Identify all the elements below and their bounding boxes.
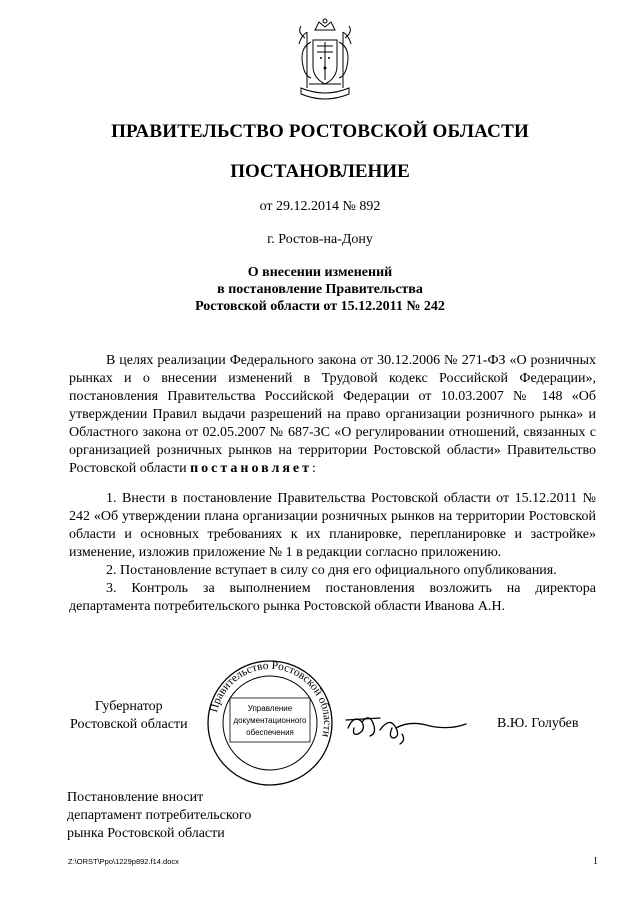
- submission-note: [67, 789, 251, 843]
- document-subject: [0, 264, 640, 315]
- preamble: [69, 352, 596, 478]
- resolves-colon: :: [312, 461, 316, 476]
- preamble-paragraph: [69, 352, 596, 478]
- subject-line-1: О внесении изменений: [247, 265, 393, 280]
- organization-title: ПРАВИТЕЛЬСТВО РОСТОВСКОЙ ОБЛАСТИ: [111, 121, 529, 142]
- resolution-item-1: 1. Внести в постановление Правительства Ростовской области от 15.12.2011 № 242 «Об утверждении плана организации розничных рынков на территории Ростовской области и основных требованиях к их планировке, перепланировке и застройке» изменение, изложив приложение № 1 в редакции согласно приложению.: [69, 491, 596, 560]
- resolution-item-2: 2. Постановление вступает в силу со дня его официального опубликования.: [106, 563, 557, 578]
- stamp-inner-line-1: Управление: [247, 704, 293, 713]
- signatory-name: В.Ю. Голубев: [497, 716, 579, 731]
- coat-of-arms-emblem: [293, 18, 357, 104]
- submission-note-line-2: департамент потребительского: [67, 808, 252, 823]
- page-number: 1: [593, 856, 598, 867]
- stamp-outer-text: Правительство Ростовской области: [208, 659, 334, 739]
- official-stamp: [205, 658, 335, 788]
- subject-line-2: в постановление Правительства: [217, 282, 423, 297]
- stamp-inner-line-3: обеспечения: [246, 728, 294, 737]
- document-date-number: от 29.12.2014 № 892: [259, 199, 381, 214]
- resolution-item-3: 3. Контроль за выполнением постановления возложить на директора департамента потребительского рынка Ростовской области Иванова А.Н.: [69, 581, 596, 614]
- document-city: г. Ростов-на-Дону: [267, 232, 373, 247]
- submission-note-line-3: рынка Ростовской области: [67, 826, 225, 841]
- position-line-2: Ростовской области: [70, 717, 188, 732]
- submission-note-line-1: Постановление вносит: [67, 790, 204, 805]
- handwritten-signature: [340, 700, 470, 750]
- preamble-text: В целях реализации Федерального закона от 30.12.2006 № 271-ФЗ «О розничных рынках и о внесении изменений в Трудовой кодекс Российской Федерации», постановления Правительства Российской Федерации от 10.03.2007 № 148 «Об утверждении Правил выдачи разрешений на право организации розничного рынка» и Областного закона от 02.05.2007 № 687-ЗС «О регулировании отношений, связанных с организацией розничных рынков на территории Ростовской области» Правительство Ростовской области: [69, 353, 596, 476]
- subject-line-3: Ростовской области от 15.12.2011 № 242: [195, 299, 445, 314]
- stamp-inner-line-2: документационного: [233, 716, 307, 725]
- resolution-items: [69, 490, 596, 616]
- resolves-word: постановляет: [190, 461, 313, 476]
- footer-file-path: Z:\ORST\Ppo\1229p892.f14.docx: [68, 857, 179, 866]
- document-type: ПОСТАНОВЛЕНИЕ: [230, 161, 410, 182]
- position-line-1: Губернатор: [94, 699, 163, 714]
- signatory-position: [70, 698, 188, 734]
